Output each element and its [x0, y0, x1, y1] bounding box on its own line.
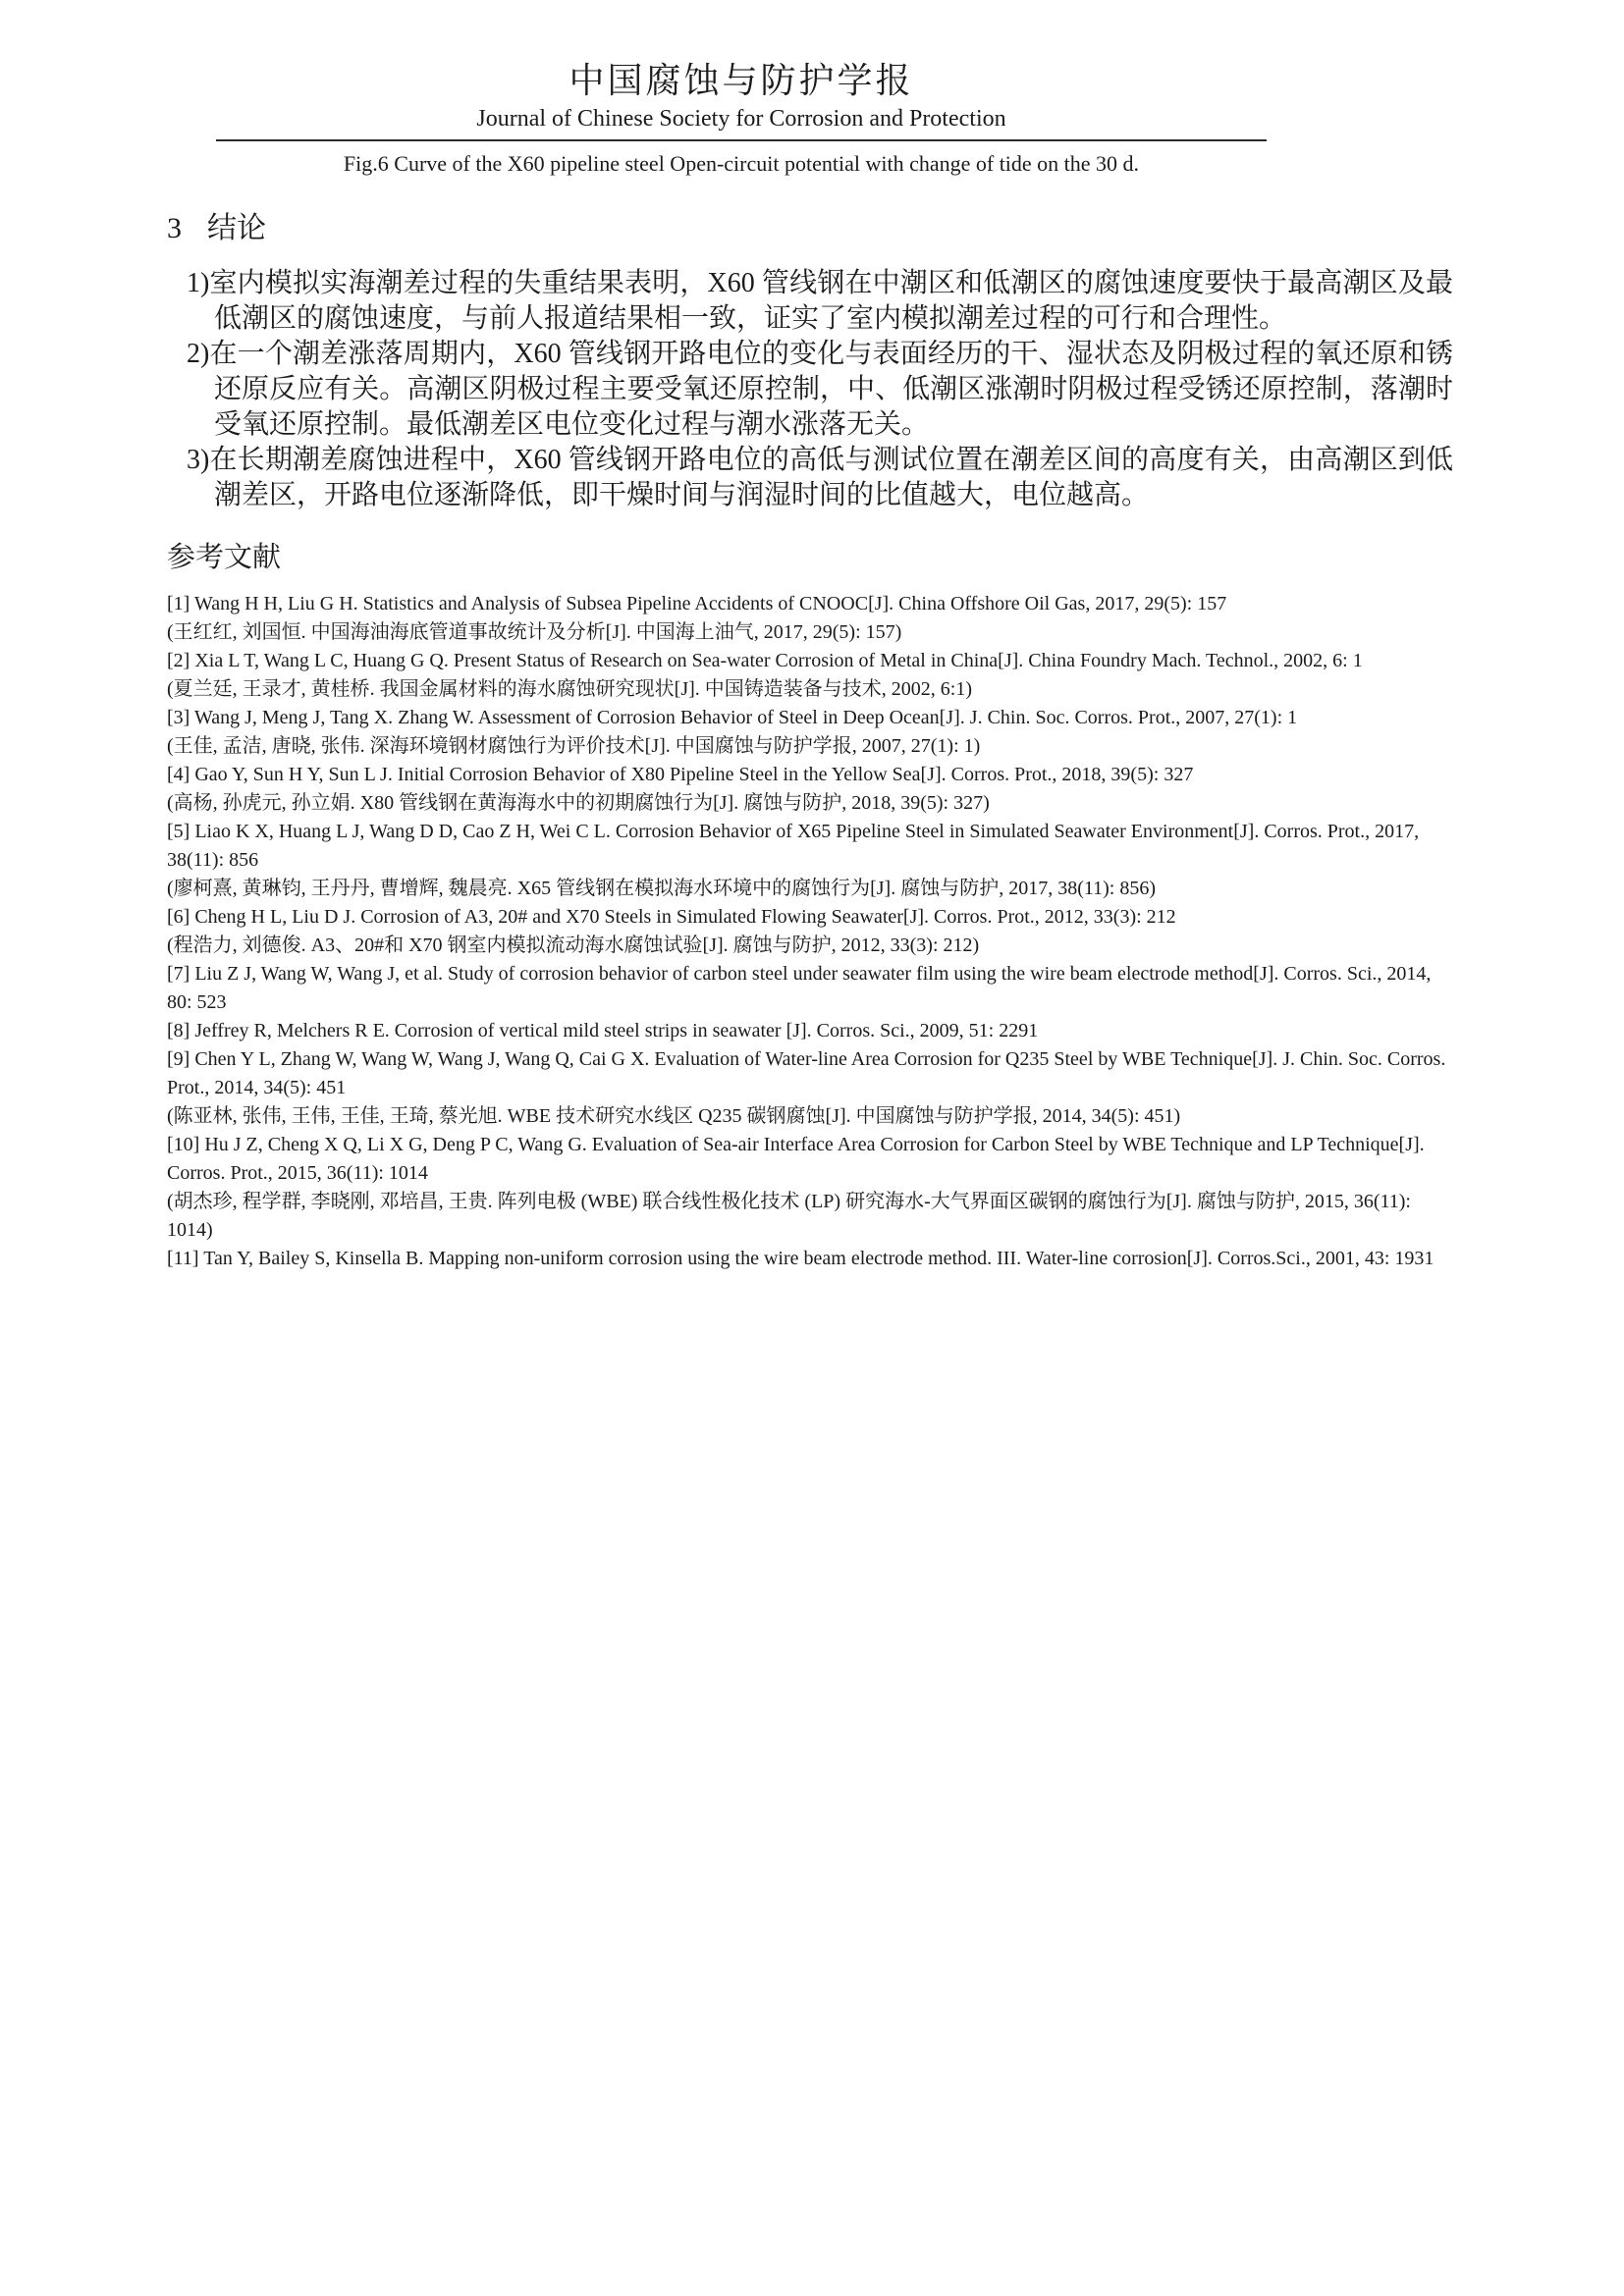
- reference-text-zh: (胡杰珍, 程学群, 李晓刚, 邓培昌, 王贵. 阵列电极 (WBE) 联合线性极化技术 (LP) 研究海水-大气界面区碳钢的腐蚀行为[J]. 腐蚀与防护, 2015, 36(11): 1014): [167, 1191, 1411, 1242]
- conclusion-item-2: [167, 337, 1453, 443]
- references-heading: 参考文献: [167, 541, 282, 573]
- header-rule: [216, 139, 1267, 141]
- conclusion-text: 在一个潮差涨落周期内，X60 管线钢开路电位的变化与表面经历的干、湿状态及阴极过程的氧还原和锈还原反应有关。高潮区阴极过程主要受氧还原控制，中、低潮区涨潮时阴极过程受锈还原控制，落潮时受氧还原控制。最低潮差区电位变化过程与潮水涨落无关。: [209, 338, 1453, 440]
- reference-text-zh: (陈亚林, 张伟, 王伟, 王佳, 王琦, 蔡光旭. WBE 技术研究水线区 Q235 碳钢腐蚀[J]. 中国腐蚀与防护学报, 2014, 34(5): 451): [167, 1105, 1181, 1128]
- reference-item-8: [167, 1017, 1453, 1045]
- reference-text-en: [1] Wang H H, Liu G H. Statistics and Analysis of Subsea Pipeline Accidents of CNOOC[J]. China Offshore Oil Gas, 2017, 29(5): 157: [167, 593, 1227, 615]
- reference-text-en: [3] Wang J, Meng J, Tang X. Zhang W. Assessment of Corrosion Behavior of Steel in Deep Ocean[J]. J. Chin. Soc. Corros. Prot., 2007, 27(1): 1: [167, 707, 1298, 729]
- reference-item-5: [167, 818, 1453, 903]
- reference-text-en: [6] Cheng H L, Liu D J. Corrosion of A3, 20# and X70 Steels in Simulated Flowing Seawater[J]. Corros. Prot., 2012, 33(3): 212: [167, 906, 1176, 929]
- reference-text-en: [10] Hu J Z, Cheng X Q, Li X G, Deng P C, Wang G. Evaluation of Sea-air Interface Area Corrosion for Carbon Steel by WBE Technique and LP Technique[J]. Corros. Prot., 2015, 36(11): 1014: [167, 1134, 1425, 1185]
- reference-text-en: [2] Xia L T, Wang L C, Huang G Q. Present Status of Research on Sea-water Corrosion of Metal in China[J]. China Foundry Mach. Technol., 2002, 6: 1: [167, 650, 1363, 672]
- reference-text-en: [11] Tan Y, Bailey S, Kinsella B. Mapping non-uniform corrosion using the wire beam electrode method. III. Water-line corrosion[J]. Corros.Sci., 2001, 43: 1931: [167, 1248, 1435, 1270]
- journal-title-zh: 中国腐蚀与防护学报: [568, 61, 914, 100]
- section-number: 3: [167, 211, 182, 244]
- reference-item-9: [167, 1045, 1453, 1131]
- conclusions-list: [167, 266, 1453, 513]
- conclusion-marker: 1): [187, 267, 210, 298]
- reference-text-en: [5] Liao K X, Huang L J, Wang D D, Cao Z H, Wei C L. Corrosion Behavior of X65 Pipeline Steel in Simulated Seawater Environment[J]. Corros. Prot., 2017, 38(11): 856: [167, 821, 1420, 872]
- reference-item-4: [167, 761, 1453, 818]
- section-heading: [167, 211, 1453, 246]
- reference-text-zh: (程浩力, 刘德俊. A3、20#和 X70 钢室内模拟流动海水腐蚀试验[J]. 腐蚀与防护, 2012, 33(3): 212): [167, 934, 980, 957]
- conclusion-text: 室内模拟实海潮差过程的失重结果表明，X60 管线钢在中潮区和低潮区的腐蚀速度要快于最高潮区及最低潮区的腐蚀速度，与前人报道结果相一致，证实了室内模拟潮差过程的可行和合理性。: [209, 267, 1453, 334]
- section-title: 结论: [207, 211, 266, 244]
- journal-header: [216, 61, 1267, 178]
- conclusion-item-1: [167, 266, 1453, 337]
- reference-item-1: [167, 590, 1453, 647]
- reference-text-zh: (王红红, 刘国恒. 中国海油海底管道事故统计及分析[J]. 中国海上油气, 2017, 29(5): 157): [167, 621, 902, 644]
- journal-title-en: Journal of Chinese Society for Corrosion and Protection: [476, 106, 1006, 133]
- reference-item-2: [167, 647, 1453, 704]
- conclusion-item-3: [167, 443, 1453, 513]
- reference-item-3: [167, 704, 1453, 761]
- conclusion-marker: 2): [187, 338, 210, 369]
- conclusion-marker: 3): [187, 444, 210, 475]
- conclusion-text: 在长期潮差腐蚀进程中，X60 管线钢开路电位的高低与测试位置在潮差区间的高度有关，由高潮区到低潮差区，开路电位逐渐降低，即干燥时间与润湿时间的比值越大，电位越高。: [209, 444, 1453, 510]
- reference-item-6: [167, 903, 1453, 960]
- reference-text-zh: (廖柯熹, 黄琳钧, 王丹丹, 曹增辉, 魏晨亮. X65 管线钢在模拟海水环境中的腐蚀行为[J]. 腐蚀与防护, 2017, 38(11): 856): [167, 878, 1157, 900]
- reference-text-en: [9] Chen Y L, Zhang W, Wang W, Wang J, Wang Q, Cai G X. Evaluation of Water-line Area Corrosion for Q235 Steel by WBE Technique[J]. J. Chin. Soc. Corros. Prot., 2014, 34(5): 451: [167, 1048, 1446, 1099]
- reference-text-zh: (高杨, 孙虎元, 孙立娟. X80 管线钢在黄海海水中的初期腐蚀行为[J]. 腐蚀与防护, 2018, 39(5): 327): [167, 792, 990, 815]
- references-list: [167, 590, 1453, 1273]
- reference-item-7: [167, 960, 1453, 1017]
- reference-text-zh: (王佳, 孟洁, 唐晓, 张伟. 深海环境钢材腐蚀行为评价技术[J]. 中国腐蚀与防护学报, 2007, 27(1): 1): [167, 735, 981, 758]
- figure-caption: Fig.6 Curve of the X60 pipeline steel Open-circuit potential with change of tide on the 30 d.: [343, 151, 1140, 177]
- reference-text-en: [8] Jeffrey R, Melchers R E. Corrosion of vertical mild steel strips in seawater [J]. Corros. Sci., 2009, 51: 2291: [167, 1020, 1039, 1042]
- reference-item-10: [167, 1131, 1453, 1245]
- reference-text-zh: (夏兰廷, 王录才, 黄桂桥. 我国金属材料的海水腐蚀研究现状[J]. 中国铸造装备与技术, 2002, 6:1): [167, 678, 972, 701]
- reference-item-11: [167, 1245, 1453, 1273]
- reference-text-en: [4] Gao Y, Sun H Y, Sun L J. Initial Corrosion Behavior of X80 Pipeline Steel in the Yellow Sea[J]. Corros. Prot., 2018, 39(5): 327: [167, 764, 1194, 786]
- reference-text-en: [7] Liu Z J, Wang W, Wang J, et al. Study of corrosion behavior of carbon steel under seawater film using the wire beam electrode method[J]. Corros. Sci., 2014, 80: 523: [167, 963, 1432, 1014]
